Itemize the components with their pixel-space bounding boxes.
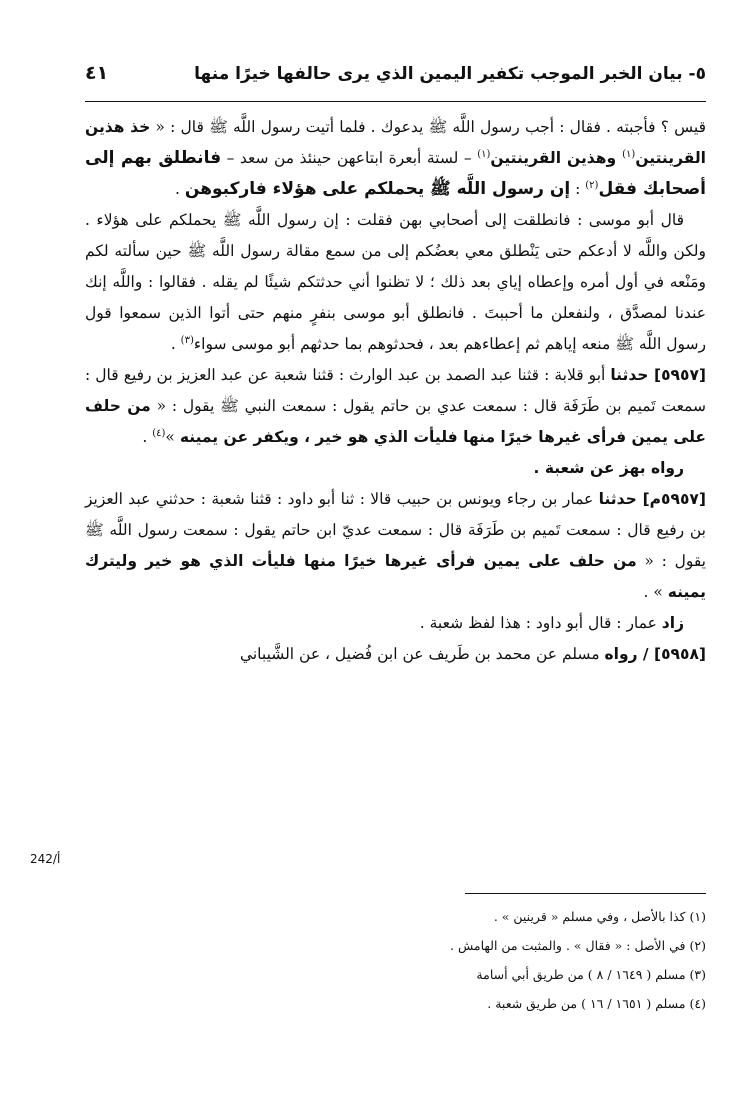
footnote-1: (١) كذا بالأصل ، وفي مسلم « قرينين » . <box>493 909 706 924</box>
paragraph-2 <box>85 205 706 360</box>
header-divider <box>85 101 706 102</box>
bold-run: حدثنا <box>598 490 643 508</box>
text-run: عمار : قال أبو داود : هذا لفظ شعبة . <box>419 614 662 632</box>
hadith-5958 <box>85 639 706 670</box>
bold-run: فانطلق بهم إلى أصحابك فقل <box>85 148 706 199</box>
hadith-number: [٥٩٥٧] <box>653 366 706 384</box>
footnote-2: (٢) في الأصل : « فقال » . والمثبت من الهامش . <box>450 938 706 953</box>
text-run: . <box>142 428 153 446</box>
bold-run: / رواه <box>604 645 654 663</box>
hadith-5957m <box>85 484 706 608</box>
text-run: مسلم عن محمد بن طَريف عن ابن فُضيل ، عن الشَّيباني <box>239 645 605 663</box>
footnote-ref: (١) <box>622 148 636 160</box>
footnote-divider <box>465 893 706 894</box>
text-run: قال أبو موسى : فانطلقت إلى أصحابي بهن فقلت : إن رسول اللَّه ﷺ يحملكم على هؤلاء . ولكن واللَّه لا أدعكم حتى يَنْطلق معي بعضُكم إلى من سمع مقالة رسول اللَّه ﷺ حين سألته لكم ومَنْعه في أول أمره وإعطاه إياي بعد ذلك ؛ لا تظنوا أني حدثتكم شيئًا لم يقله . فقالوا : واللَّه إنك عندنا لمصدَّق ، ولنفعلن ما أحببتَ . فانطلق أبو موسى بنفرٍ منهم حتى أتوا الذين سمعوا قول رسول اللَّه ﷺ منعه إياهم ثم إعطاءهم بعد ، فحدثوهم بما حدثهم أبو موسى سواء <box>85 211 706 353</box>
footnote-3: (٣) مسلم ( ١٦٤٩ / ٨ ) من طريق أبي أسامة <box>476 967 706 982</box>
bold-run: وهذين القرينتين <box>490 149 623 167</box>
paragraph-1 <box>85 112 706 205</box>
text-run: – لستة أبعرة ابتاعهن حينئذ من سعد – <box>221 149 478 167</box>
hadith-5957 <box>85 360 706 453</box>
chapter-title: ٥- بيان الخبر الموجب تكفير اليمين الذي يرى حالفها خيرًا منها <box>194 64 706 84</box>
bold-run: خذ هذين القرينتين <box>85 118 706 167</box>
text-run: » <box>165 428 180 446</box>
text-run: أبو قلابة : قثنا عبد الصمد بن عبد الوارث : قثنا شعبة عن عبد العزيز بن رفيع قال : سمعت تَميم بن طَرَفَة قال : سمعت عدي بن حاتم يقول : سمعت النبي ﷺ يقول : « <box>85 366 707 415</box>
main-text <box>85 112 706 670</box>
footnote-ref: (١) <box>477 148 491 160</box>
bold-run: من حلف على يمين فرأى غيرها خيرًا منها فليأت الذي هو خير وليترك يمينه <box>85 552 706 601</box>
page-number: ٤١ <box>85 62 109 84</box>
footnotes <box>85 902 706 1018</box>
bold-run: إن رسول اللَّه ﷺ يحملكم على هؤلاء فاركبوهن <box>184 179 571 199</box>
hadith-number: [٥٩٥٧م] <box>642 490 706 508</box>
text-run: عمار بن رجاء ويونس بن حبيب قالا : ثنا أبو داود : قثنا شعبة : حدثني عبد العزيز بن رفيع قال : سمعت تَميم بن طَرَفَة قال : سمعت عديّ ابن حاتم يقول : سمعت رسول اللَّه ﷺ يقول : « <box>85 490 706 570</box>
footnote-ref: (٣) <box>180 334 194 346</box>
footnote-ref: (٤) <box>152 427 166 439</box>
bold-run: رواه بهز عن شعبة . <box>533 459 684 477</box>
bold-run: من حلف على يمين فرأى غيرها خيرًا منها فليأت الذي هو خير ، ويكفر عن يمينه <box>85 397 706 446</box>
bold-run: زاد <box>661 614 684 632</box>
text-run: قيس ؟ فأجبته . فقال : أجب رسول اللَّه ﷺ يدعوك . فلما أتيت رسول اللَّه ﷺ قال : « <box>150 118 706 136</box>
text-run: » . <box>643 583 668 601</box>
text-run: . <box>175 180 185 198</box>
text-run: : <box>570 180 586 198</box>
footnote-4: (٤) مسلم ( ١٦٥١ / ١٦ ) من طريق شعبة . <box>487 996 706 1011</box>
hadith-number: [٥٩٥٨] <box>653 645 706 663</box>
page-header <box>85 60 706 96</box>
paragraph-narration <box>85 453 706 484</box>
bold-run: حدثنا <box>610 366 654 384</box>
paragraph-addition <box>85 608 706 639</box>
footnote-ref: (٢) <box>585 179 599 191</box>
manuscript-folio-note: 242/أ <box>30 852 61 866</box>
text-run: . <box>170 335 181 353</box>
